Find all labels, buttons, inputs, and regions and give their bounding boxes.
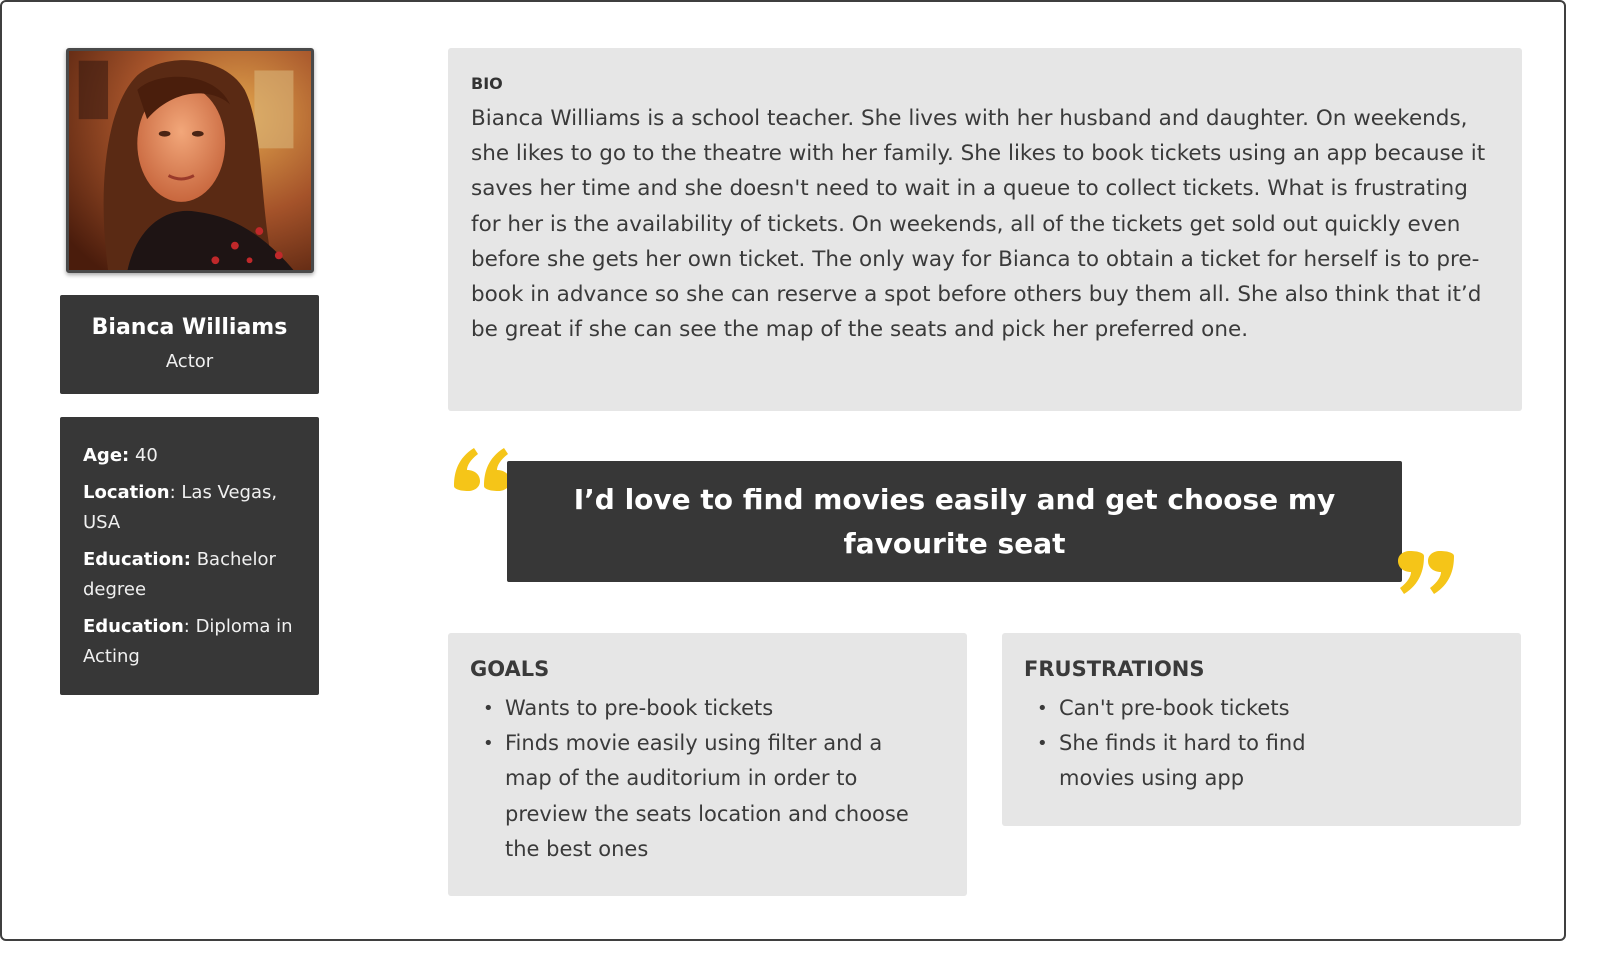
detail-education-diploma <box>83 612 299 672</box>
frustrations-title: FRUSTRATIONS <box>1024 657 1205 681</box>
quote-text: I’d love to find movies easily and get choose my favourite seat <box>573 482 1336 560</box>
persona-photo <box>66 48 314 273</box>
frustration-item: • She finds it hard to find movies using app <box>1024 726 1354 796</box>
goals-title: GOALS <box>470 657 550 681</box>
persona-name: Bianca Williams <box>91 315 288 340</box>
detail-age <box>83 441 299 471</box>
detail-label: Age: <box>83 445 130 466</box>
bio-panel <box>448 48 1522 411</box>
persona-role: Actor <box>165 351 214 372</box>
detail-value: 40 <box>129 445 158 466</box>
detail-label: Education: <box>83 549 191 570</box>
detail-label: Location <box>83 482 170 503</box>
persona-name-card <box>60 295 319 394</box>
bio-title: BIO <box>471 74 503 93</box>
persona-details-card <box>60 417 319 695</box>
goals-panel <box>448 633 967 896</box>
bio-text: Bianca Williams is a school teacher. She lives with her husband and daughter. On weekends, she likes to go to the theatre with her family. She likes to book tickets using an app because it saves her time and she doesn't need to wait in a queue to collect tickets. What is frustrating for her is the availability of tickets. On weekends, all of the tickets get sold out quickly even before she gets her own ticket. The only way for Bianca to obtain a ticket for herself is to pre-book in advance so she can reserve a spot before others buy them all. She also think that it’d be great if she can see the map of the seats and pick her preferred one. <box>471 106 1486 343</box>
frustration-item: • Can't pre-book tickets <box>1024 691 1354 726</box>
detail-education <box>83 545 299 605</box>
detail-value: : Las Vegas, USA <box>83 482 278 533</box>
goal-item: • Finds movie easily using filter and a map of the auditorium in order to preview the seats location and choose the best ones <box>470 726 920 867</box>
frustrations-list <box>1024 691 1501 797</box>
open-quote-icon <box>450 442 514 492</box>
detail-location <box>83 478 299 538</box>
goal-item: • Wants to pre-book tickets <box>470 691 920 726</box>
goals-list <box>470 691 947 867</box>
detail-value: : Diploma in Acting <box>83 616 293 667</box>
close-quote-icon <box>1394 550 1458 600</box>
quote-box <box>507 461 1402 582</box>
detail-value: Bachelor degree <box>83 549 276 600</box>
frustrations-panel <box>1002 633 1521 826</box>
detail-label: Education <box>83 616 184 637</box>
